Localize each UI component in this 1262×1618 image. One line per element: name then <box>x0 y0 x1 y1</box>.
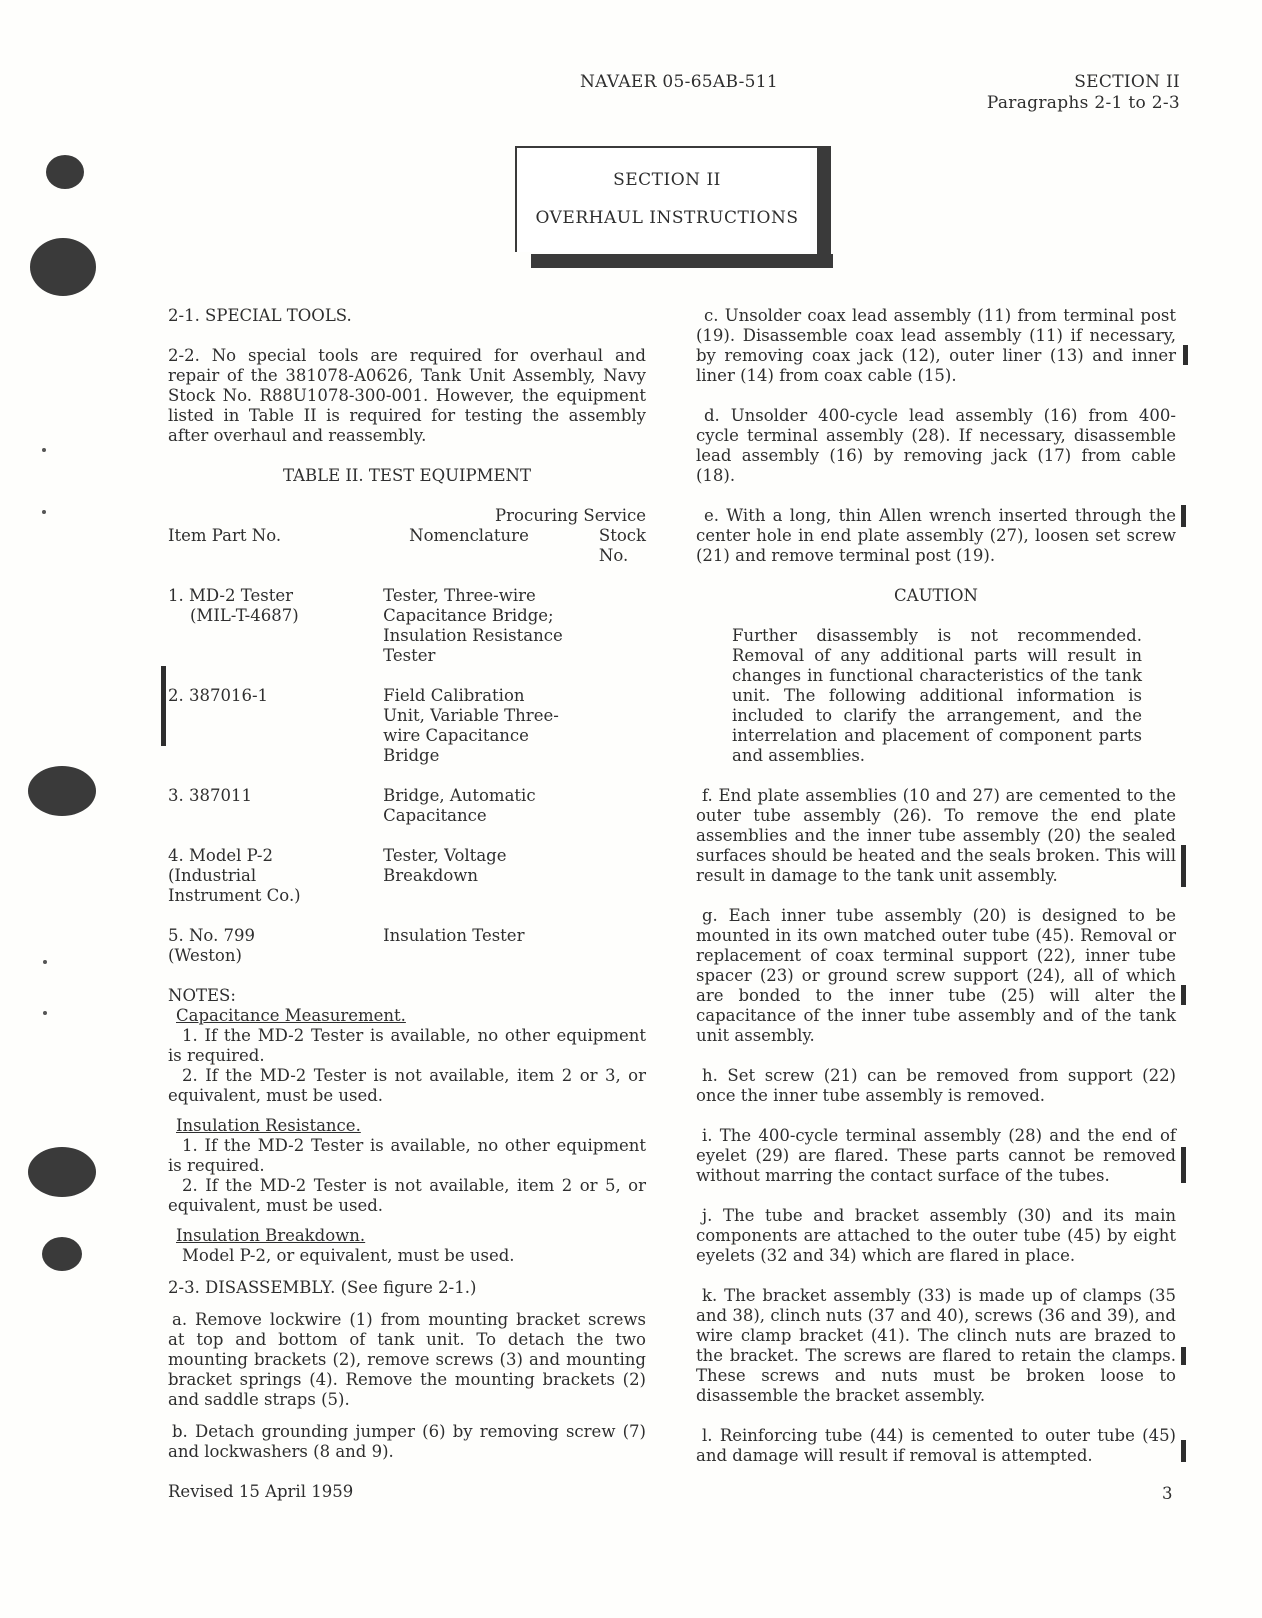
caution-text: Further disassembly is not recommended. Removal of any additional parts will result in changes in functional characteristics of the tank unit. The following additional information is included to clarify the arrangement, and the interrelation and placement of component parts and assemblies. <box>732 626 1142 765</box>
change-bar <box>1183 345 1188 365</box>
box-shadow <box>531 254 833 268</box>
col-header-stock: Stock No. <box>598 526 646 565</box>
cell-part: 4. Model P-2 (Industrial Instrument Co.) <box>168 846 301 905</box>
left-column <box>168 306 646 1462</box>
note-item: 2. If the MD-2 Tester is not available, item 2 or 3, or equivalent, must be used. <box>168 1066 646 1105</box>
table-row <box>168 846 646 906</box>
speck <box>43 960 47 964</box>
note-item: 1. If the MD-2 Tester is available, no other equipment is required. <box>168 1136 646 1175</box>
cell-part: 3. 387011 <box>168 786 252 805</box>
change-bar <box>1181 985 1186 1005</box>
table-row <box>168 686 646 766</box>
cell-stock <box>571 926 646 966</box>
change-bar <box>1181 845 1186 887</box>
cell-stock <box>571 586 646 666</box>
notes-capacitance-heading: Capacitance Measurement. <box>176 1006 406 1025</box>
binder-hole <box>28 766 96 816</box>
box-shadow <box>817 146 831 266</box>
test-equipment-table <box>168 526 646 966</box>
step-h: h. Set screw (21) can be removed from support (22) once the inner tube assembly is removed. <box>696 1066 1176 1105</box>
note-item: 2. If the MD-2 Tester is not available, item 2 or 5, or equivalent, must be used. <box>168 1176 646 1215</box>
section-subtitle: OVERHAUL INSTRUCTIONS <box>535 208 799 228</box>
notes-label: NOTES: <box>168 986 236 1005</box>
table-row <box>168 786 646 826</box>
change-bar <box>161 666 166 746</box>
step-c: c. Unsolder coax lead assembly (11) from terminal post (19). Disassemble coax lead assembly (11) if necessary, by removing coax jack (12), outer liner (13) and inner liner (14) from coax cable (15). <box>696 306 1176 385</box>
binder-hole <box>28 1147 96 1197</box>
note-item: 1. If the MD-2 Tester is available, no other equipment is required. <box>168 1026 646 1065</box>
step-d: d. Unsolder 400-cycle lead assembly (16) from 400-cycle terminal assembly (28). If necessary, disassemble lead assembly (16) by removing jack (17) from cable (18). <box>696 406 1176 485</box>
heading-2-3: 2-3. DISASSEMBLY. (See figure 2-1.) <box>168 1278 477 1297</box>
heading-2-1: 2-1. SPECIAL TOOLS. <box>168 306 352 325</box>
cell-nomenclature: Insulation Tester <box>383 926 525 945</box>
note-item: Model P-2, or equivalent, must be used. <box>182 1246 515 1265</box>
change-bar <box>1181 1347 1186 1365</box>
step-a: a. Remove lockwire (1) from mounting bracket screws at top and bottom of tank unit. To detach the two mounting brackets (2), remove screws (3) and mounting bracket springs (4). Remove the mounting brackets (2) and saddle straps (5). <box>168 1310 646 1409</box>
caution-heading: CAUTION <box>894 586 978 605</box>
change-bar <box>1181 505 1186 527</box>
col-header-nomenclature: Nomenclature <box>409 526 529 545</box>
paragraph-2-2: 2-2. No special tools are required for overhaul and repair of the 381078-A0626, Tank Unit Assembly, Navy Stock No. R88U1078-300-001. However, the equipment listed in Table II is required for testing the assembly after overhaul and reassembly. <box>168 346 646 445</box>
step-g: g. Each inner tube assembly (20) is designed to be mounted in its own matched outer tube (45). Removal or replacement of coax terminal support (22), inner tube spacer (23) or ground screw support (24), all of which are bonded to the inner tube (25) will alter the capacitance of the inner tube assembly and of the tank unit assembly. <box>696 906 1176 1045</box>
step-l: l. Reinforcing tube (44) is cemented to outer tube (45) and damage will result if removal is attempted. <box>696 1426 1176 1465</box>
page-number: 3 <box>1162 1484 1173 1503</box>
section-header <box>987 72 1180 114</box>
cell-nomenclature: Tester, Three-wire Capacitance Bridge; Insulation Resistance Tester <box>383 586 563 665</box>
section-title-box <box>515 146 817 252</box>
table-header-row <box>168 526 646 566</box>
col-header-part: Item Part No. <box>168 526 282 545</box>
document-number: NAVAER 05-65AB-511 <box>580 72 779 92</box>
notes-insulation-resistance-heading: Insulation Resistance. <box>176 1116 361 1135</box>
cell-nomenclature: Bridge, Automatic Capacitance <box>383 786 536 825</box>
step-k: k. The bracket assembly (33) is made up of clamps (35 and 38), clinch nuts (37 and 40), screws (36 and 39), and wire clamp bracket (41). The clinch nuts are brazed to the bracket. The screws are flared to retain the clamps. These screws and nuts must be broken loose to disassemble the bracket assembly. <box>696 1286 1176 1405</box>
table-header-procuring: Procuring Service <box>495 506 646 525</box>
step-b: b. Detach grounding jumper (6) by removing screw (7) and lockwashers (8 and 9). <box>168 1422 646 1461</box>
binder-hole <box>42 1237 82 1271</box>
cell-part: 1. MD-2 Tester (MIL-T-4687) <box>168 586 299 625</box>
notes-insulation-breakdown-heading: Insulation Breakdown. <box>176 1226 366 1245</box>
cell-stock <box>571 786 646 826</box>
cell-nomenclature: Field Calibration Unit, Variable Three-wire Capacitance Bridge <box>383 686 559 765</box>
cell-stock <box>571 846 646 906</box>
table-row <box>168 586 646 666</box>
step-f: f. End plate assemblies (10 and 27) are cemented to the outer tube assembly (26). To remove the end plate assemblies and the inner tube assembly (20) the sealed surfaces should be heated and the seals broken. This will result in damage to the tank unit assembly. <box>696 786 1176 885</box>
section-title: SECTION II <box>613 170 721 190</box>
section-label: SECTION II <box>1074 72 1180 92</box>
cell-part: 5. No. 799 (Weston) <box>168 926 256 965</box>
paragraph-range: Paragraphs 2-1 to 2-3 <box>986 93 1180 113</box>
binder-hole <box>46 155 84 189</box>
speck <box>43 1011 47 1015</box>
table-row <box>168 926 646 966</box>
table-title: TABLE II. TEST EQUIPMENT <box>283 466 531 485</box>
binder-hole <box>30 238 96 296</box>
cell-stock <box>571 686 646 766</box>
change-bar <box>1181 1147 1186 1183</box>
revision-date: Revised 15 April 1959 <box>168 1482 354 1501</box>
speck <box>42 448 46 452</box>
step-j: j. The tube and bracket assembly (30) and its main components are attached to the outer tube (45) by eight eyelets (32 and 34) which are flared in place. <box>696 1206 1176 1265</box>
cell-nomenclature: Tester, Voltage Breakdown <box>383 846 507 885</box>
cell-part: 2. 387016-1 <box>168 686 269 705</box>
speck <box>42 510 46 514</box>
right-column <box>696 306 1176 1466</box>
step-i: i. The 400-cycle terminal assembly (28) and the end of eyelet (29) are flared. These parts cannot be removed without marring the contact surface of the tubes. <box>696 1126 1176 1185</box>
step-e: e. With a long, thin Allen wrench inserted through the center hole in end plate assembly (27), loosen set screw (21) and remove terminal post (19). <box>696 506 1176 565</box>
change-bar <box>1181 1440 1186 1462</box>
